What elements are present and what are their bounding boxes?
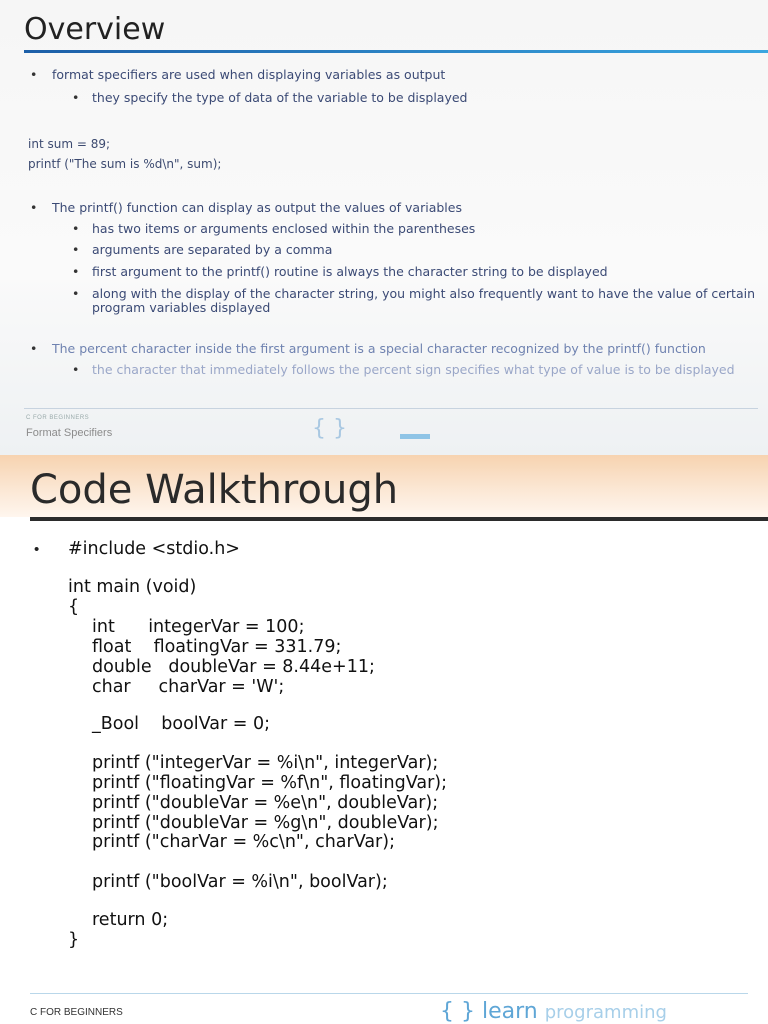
- code-line: printf ("charVar = %c\n", charVar);: [92, 832, 395, 852]
- code-line: printf ("The sum is %d\n", sum);: [28, 157, 222, 171]
- sub-bullet-item: • along with the display of the character string, you might also frequently want to have the value of certain: [72, 286, 756, 301]
- sub-bullet-item: • the character that immediately follows the percent sign specifies what type of value is to be displayed: [72, 362, 735, 377]
- bullet-item: • The printf() function can display as output the values of variables: [30, 200, 462, 215]
- code-line: printf ("floatingVar = %f\n", floatingVar);: [92, 773, 447, 793]
- code-line: int integerVar = 100;: [92, 617, 305, 637]
- sub-bullet-item: • arguments are separated by a comma: [72, 242, 333, 257]
- slide-title: Code Walkthrough: [30, 467, 399, 513]
- brand-mark: { }: [440, 999, 475, 1024]
- title-rule: [30, 517, 768, 521]
- slide-title: Overview: [24, 12, 166, 47]
- code-line: _Bool boolVar = 0;: [92, 714, 271, 734]
- code-line: }: [68, 930, 80, 950]
- brand-logo: [440, 999, 667, 1024]
- code-line: return 0;: [92, 910, 169, 930]
- brand-word-2: programming: [544, 1002, 667, 1023]
- footer-divider: [30, 993, 748, 994]
- code-line: printf ("doubleVar = %e\n", doubleVar);: [92, 793, 439, 813]
- code-line: int sum = 89;: [28, 137, 111, 151]
- brand-word: learn: [482, 999, 538, 1024]
- code-line: printf ("integerVar = %i\n", integerVar);: [92, 753, 439, 773]
- code-line: int main (void): [68, 577, 197, 597]
- code-line: printf ("doubleVar = %g\n", doubleVar);: [92, 813, 439, 833]
- code-line: float floatingVar = 331.79;: [92, 637, 342, 657]
- bullet-item: • The percent character inside the first argument is a special character recognized by the printf() function: [30, 341, 706, 356]
- footer-divider: [24, 408, 758, 409]
- title-rule: [24, 50, 768, 53]
- footer-course-label: C FOR BEGINNERS: [30, 1007, 123, 1018]
- sub-bullet-continuation: program variables displayed: [92, 300, 271, 315]
- code-line: printf ("boolVar = %i\n", boolVar);: [92, 872, 388, 892]
- footer-course-label: C FOR BEGINNERS: [26, 415, 90, 421]
- sub-bullet-item: • first argument to the printf() routine is always the character string to be displayed: [72, 264, 608, 279]
- code-line: {: [68, 597, 80, 617]
- sub-bullet-item: • they specify the type of data of the variable to be displayed: [72, 90, 468, 105]
- brand-tag: [400, 434, 430, 439]
- overview-slide: [0, 0, 768, 455]
- brand-logo: { }: [312, 416, 347, 441]
- footer-section-label: Format Specifiers: [26, 427, 113, 439]
- code-walkthrough-slide: [0, 455, 768, 1024]
- code-line: double doubleVar = 8.44e+11;: [92, 657, 375, 677]
- code-line: char charVar = 'W';: [92, 677, 285, 697]
- sub-bullet-item: • has two items or arguments enclosed within the parentheses: [72, 221, 476, 236]
- code-line: #include <stdio.h>: [68, 539, 240, 559]
- bullet-dot: •: [34, 541, 40, 558]
- bullet-item: • format specifiers are used when displaying variables as output: [30, 67, 446, 82]
